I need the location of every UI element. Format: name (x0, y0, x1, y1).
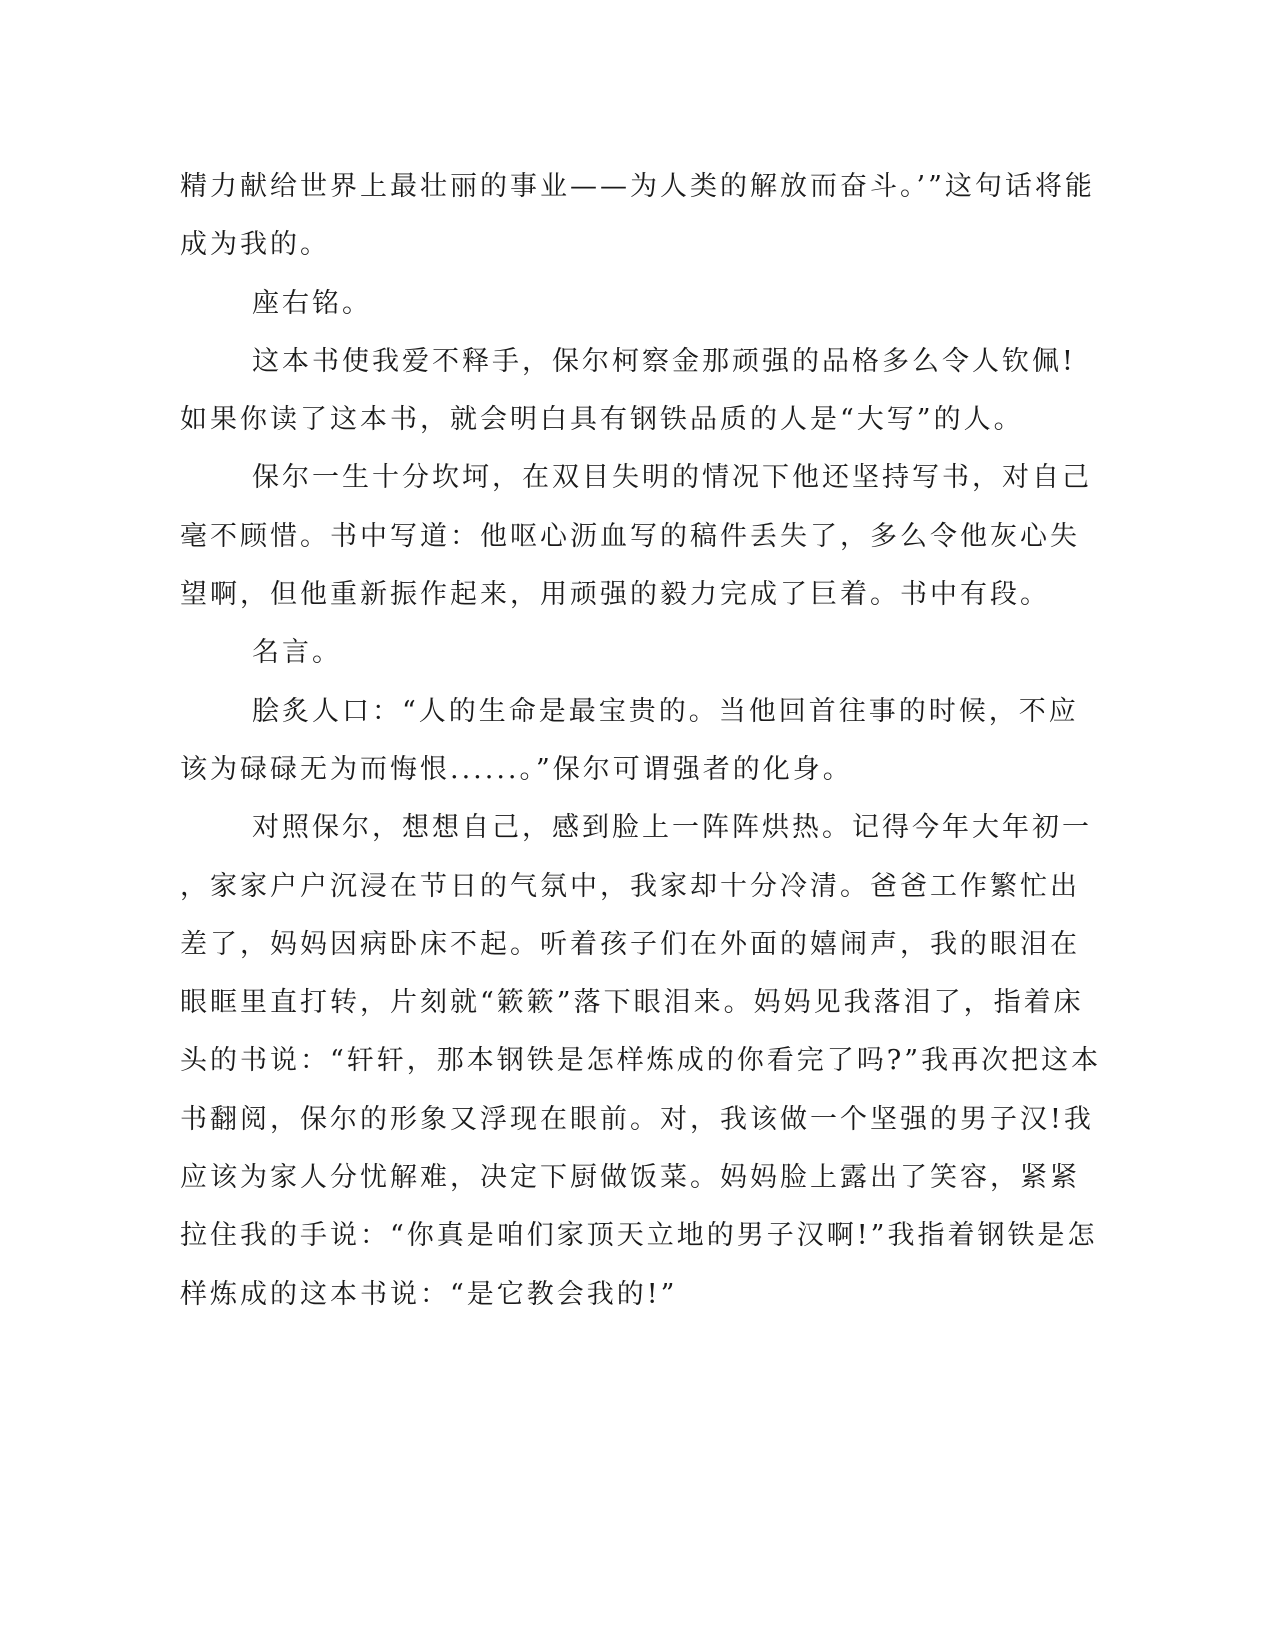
text-line: 应该为家人分忧解难，决定下厨做饭菜。妈妈脸上露出了笑容，紧紧 (180, 1162, 1080, 1194)
paragraph (180, 449, 1092, 624)
paragraph (180, 158, 1095, 275)
text-line: ，家家户户沉浸在节日的气氛中，我家却十分冷清。爸爸工作繁忙出 (180, 870, 1080, 902)
text-line: 望啊，但他重新振作起来，用顽强的毅力完成了巨着。书中有段。 (180, 579, 1050, 611)
text-line: 拉住我的手说：“你真是咱们家顶天立地的男子汉啊!”我指着钢铁是怎 (180, 1220, 1098, 1252)
paragraph (180, 683, 1079, 800)
text-line: 如果你读了这本书，就会明白具有钢铁品质的人是“大写”的人。 (180, 404, 1024, 436)
text-line: 精力献给世界上最壮丽的事业——为人类的解放而奋斗。’”这句话将能 (180, 171, 1095, 202)
text-line: 座右铭。 (252, 287, 372, 319)
text-line: 书翻阅，保尔的形象又浮现在眼前。对，我该做一个坚强的男子汉!我 (180, 1103, 1094, 1135)
text-line: 这本书使我爱不释手，保尔柯察金那顽强的品格多么令人钦佩! (252, 345, 1076, 377)
text-line: 头的书说：“轩轩，那本钢铁是怎样炼成的你看完了吗?”我再次把这本 (180, 1045, 1102, 1077)
paragraph (180, 799, 1102, 1324)
paragraph (180, 333, 1076, 450)
paragraph (180, 275, 1040, 333)
text-line: 样炼成的这本书说：“是它教会我的!” (180, 1278, 678, 1310)
text-line: 脍炙人口：“人的生命是最宝贵的。当他回首往事的时候，不应 (252, 695, 1079, 727)
text-line: 该为碌碌无为而悔恨......。”保尔可谓强者的化身。 (180, 753, 853, 785)
document-body (180, 158, 1102, 1324)
text-line: 差了，妈妈因病卧床不起。听着孩子们在外面的嬉闹声，我的眼泪在 (180, 928, 1080, 960)
paragraph (180, 624, 1040, 682)
text-line: 名言。 (252, 637, 342, 669)
text-line: 对照保尔，想想自己，感到脸上一阵阵烘热。记得今年大年初一 (252, 812, 1092, 844)
text-line: 成为我的。 (180, 229, 330, 261)
text-line: 毫不顾惜。书中写道：他呕心沥血写的稿件丢失了，多么令他灰心失 (180, 520, 1080, 552)
text-line: 保尔一生十分坎坷，在双目失明的情况下他还坚持写书，对自己 (252, 462, 1092, 494)
text-line: 眼眶里直打转，片刻就“簌簌”落下眼泪来。妈妈见我落泪了，指着床 (180, 987, 1084, 1019)
